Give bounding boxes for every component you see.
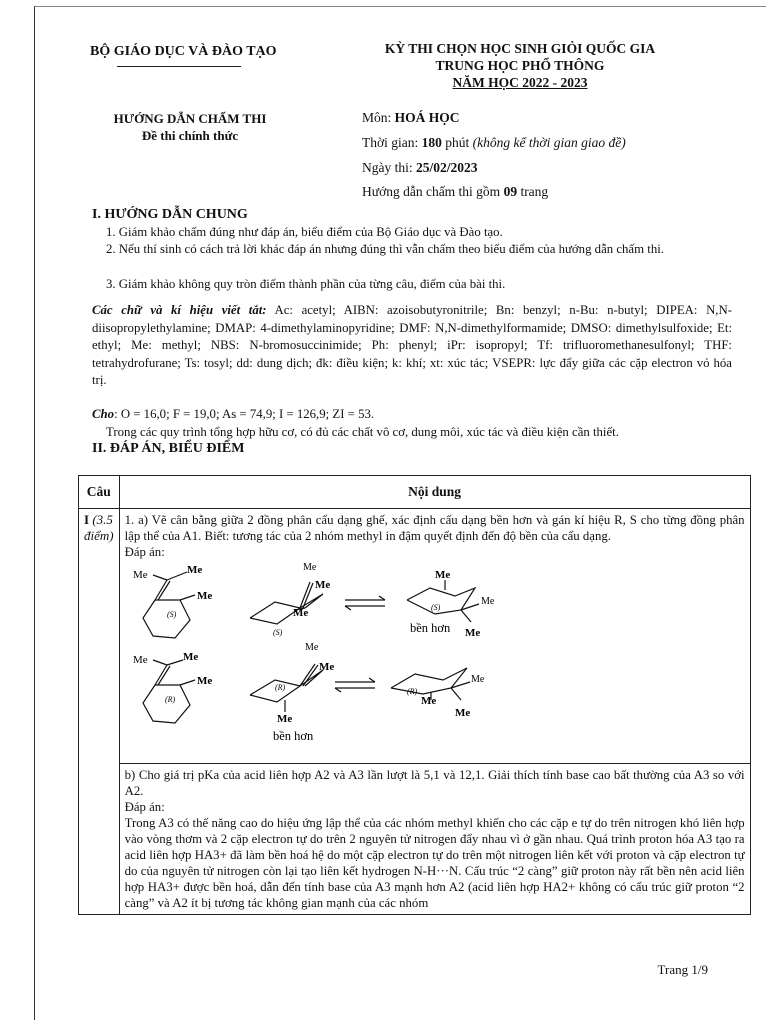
equilibrium-arrow-2: [335, 678, 375, 692]
label-me-13: Me: [304, 642, 318, 653]
label-me-11: Me: [182, 651, 198, 663]
label-s-1: (S): [166, 610, 176, 619]
subject-value: HOÁ HỌC: [394, 110, 460, 125]
answer-label-b: Đáp án:: [124, 800, 165, 814]
part-b-cell: [119, 764, 750, 915]
label-s-3: (S): [430, 603, 440, 612]
time-line: [362, 135, 626, 151]
time-value: 180: [421, 135, 442, 150]
date-line: [362, 160, 478, 176]
more-stable-label-1: bền hơn: [409, 621, 450, 635]
constants-lead: Cho: [92, 407, 115, 421]
guide-title: HƯỚNG DẪN CHẤM THI: [113, 111, 267, 126]
structure-r-ring: [143, 660, 195, 723]
constants: [92, 406, 732, 424]
label-r-1: (R): [164, 695, 175, 704]
label-me-4: Me: [302, 562, 316, 573]
subject-line: [362, 110, 460, 126]
date-value: 25/02/2023: [416, 160, 478, 175]
label-me-3: Me: [196, 590, 212, 602]
label-me-7: Me: [434, 569, 450, 581]
pages-unit: trang: [517, 184, 549, 199]
pages-line: [362, 184, 548, 200]
part-b-question: b) Cho giá trị pKa của acid liên hợp A2 và A3 lần lượt là 5,1 và 12,1. Giải thích tính base cao bất thường của A3 so với A2.: [124, 768, 745, 798]
divider: [117, 66, 241, 67]
page-number: Trang 1/9: [657, 962, 708, 977]
label-me-10: Me: [132, 654, 148, 666]
time-note: (không kể thời gian giao đề): [472, 135, 626, 150]
abbrev-text: Ac: acetyl; AIBN: azoisobutyronitrile; Bn: benzyl; n-Bu: n-butyl; DIPEA: N,N-diisopropylethylamine; DMAP: 4-dimethylaminopyridine; DMF: N,N-dimethylformamide; DMSO: dimethylsulfoxide; Et: ethyl; Me: methyl; NBS: N-bromosuccinimide; Ph: phenyl; iPr: isopropyl; Tf: trifluoromethanesulfonyl; THF: tetrahydrofurane; Ts: tosyl; dd: dung dịch; đk: điều kiện; k: khí; xt: xúc tác; VSEPR: lực đẩy giữa các cặp electron vỏ hóa trị.: [92, 303, 733, 387]
label-me-5: Me: [314, 579, 330, 591]
chair-s-1: [250, 582, 323, 624]
constants-text: : O = 16,0; F = 19,0; As = 74,9; I = 126,9; ZI = 53.: [114, 407, 375, 421]
exam-title-line2: TRUNG HỌC PHỔ THÔNG: [435, 58, 605, 73]
label-me-14: Me: [318, 661, 334, 673]
time-label: Thời gian:: [362, 135, 422, 150]
col-question-header: Câu: [79, 476, 120, 509]
question-cell: [79, 509, 120, 915]
abbreviations: [92, 302, 732, 390]
subject-label: Môn:: [362, 110, 395, 125]
section-heading-general: I. HƯỚNG DẪN CHUNG: [92, 207, 248, 222]
label-r-3: (R): [406, 687, 417, 696]
general-item-3: 3. Giám khảo không quy tròn điểm thành phần của từng câu, điểm của bài thi.: [106, 277, 506, 291]
label-s-2: (S): [272, 628, 282, 637]
label-me-2: Me: [186, 564, 202, 576]
label-me-15: Me: [276, 713, 292, 725]
question-number: I: [84, 512, 90, 527]
abbrev-lead: Các chữ và kí hiệu viết tắt:: [92, 303, 267, 317]
label-r-2: (R): [274, 683, 285, 692]
label-me-18: Me: [454, 707, 470, 719]
chair-s-2: [407, 580, 479, 622]
exam-title-line1: KỲ THI CHỌN HỌC SINH GIỎI QUỐC GIA: [384, 41, 656, 56]
chair-r-1: [250, 664, 323, 712]
part-b-answer: Trong A3 có thế năng cao do hiệu ứng lập thể của các nhóm methyl khiến cho các cặp e tự do trên nitrogen khó liên hợp vào vòng thơm và 2 cặp electron tự do trên 2 nguyên tử nitrogen đẩy nhau vì ở gần nhau. Quá trình proton hóa A3 tạo ra acid liên hợp HA3+ đã làm bền hoá hệ do một cặp electron tự do trên một nitrogen liên kết với proton và cặp electron tự do của nguyên tử nitrogen còn lại tạo liên kết hydrogen N-H···N. Cấu trúc “2 càng” giữ proton này rất bền nên acid liên hợp HA3+ được bền hoá, dẫn đến tính base của A3 mạnh hơn A2 (acid liên hợp HA2+ không có cấu trúc giữ proton “2 càng” và A2 ít bị tương tác không gian mạnh của các nhóm: [124, 816, 745, 910]
col-content-header: Nội dung: [119, 476, 750, 509]
label-me-6: Me: [292, 607, 308, 619]
equilibrium-arrow-1: [345, 596, 385, 610]
answer-label-a: Đáp án:: [124, 545, 165, 559]
section-heading-answers: II. ĐÁP ÁN, BIỂU ĐIỂM: [92, 441, 245, 456]
answer-table: [78, 475, 751, 915]
ministry-name: BỘ GIÁO DỤC VÀ ĐÀO TẠO: [90, 44, 277, 59]
general-item-1: 1. Giám khảo chấm đúng như đáp án, biểu điểm của Bộ Giáo dục và Đào tạo.: [106, 225, 503, 239]
more-stable-label-2: bền hơn: [272, 729, 313, 743]
pages-label: Hướng dẫn chấm thi gồm: [362, 184, 504, 199]
question-points: (3.5 điểm): [84, 512, 114, 543]
label-me-17: Me: [420, 695, 436, 707]
general-item-2: 2. Nếu thí sinh có cách trả lời khác đáp án nhưng đúng thì vẫn chấm theo biểu điểm của hướng dẫn chấm thi.: [106, 242, 664, 256]
part-a-question: 1. a) Vẽ cân bằng giữa 2 đồng phân cấu dạng ghế, xác định cấu dạng bền hơn và gán kí hiệu R, S cho từng đồng phân lập thể của A1. Biết: tương tác của 2 nhóm methyl in đậm quyết định đến độ bền của cấu dạng.: [124, 513, 745, 543]
label-me-12: Me: [196, 675, 212, 687]
conformer-diagram: [125, 560, 745, 750]
time-unit: phút: [441, 135, 473, 150]
date-label: Ngày thi:: [362, 160, 416, 175]
exam-title: [360, 40, 680, 91]
label-me-16: Me: [470, 674, 484, 685]
exam-title-line3: NĂM HỌC 2022 - 2023: [452, 75, 588, 90]
label-me-9: Me: [464, 627, 480, 639]
label-me-8: Me: [480, 596, 494, 607]
label-me-1: Me: [132, 569, 148, 581]
guide-title-block: [100, 110, 280, 144]
part-a-cell: [119, 509, 750, 764]
guide-subtitle: Đề thi chính thức: [141, 128, 239, 143]
structure-s-ring: [143, 572, 195, 638]
pages-value: 09: [503, 184, 518, 199]
synthesis-note: Trong các quy trình tổng hợp hữu cơ, có đủ các chất vô cơ, dung môi, xúc tác và điều kiện cần thiết.: [106, 425, 619, 439]
